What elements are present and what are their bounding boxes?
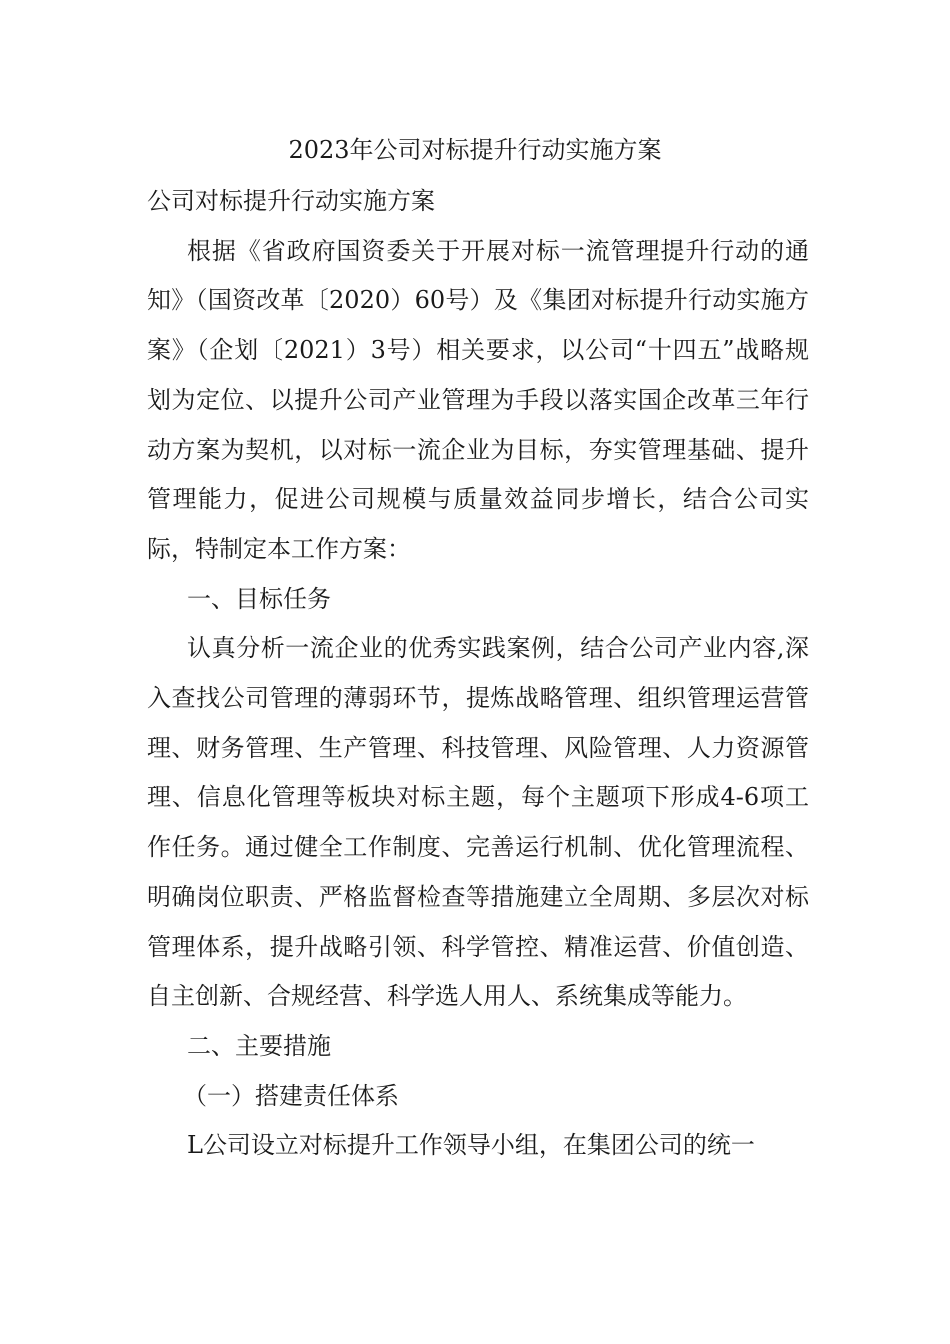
section-1-paragraph: 认真分析一流企业的优秀实践案例，结合公司产业内容,深入查找公司管理的薄弱环节，提炼战略管理、组织管理运营管理、财务管理、生产管理、科技管理、风险管理、人力资源管理、信息化管理等板块对标主题，每个主题项下形成4-6项工作任务。通过健全工作制度、完善运行机制、优化管理流程、明确岗位职责、严格监督检查等措施建立全周期、多层次对标管理体系，提升战略引领、科学管控、精准运营、价值创造、自主创新、合规经营、科学选人用人、系统集成等能力。 xyxy=(147,634,809,1011)
document-body xyxy=(147,177,809,1171)
document-subtitle: 公司对标提升行动实施方案 xyxy=(147,187,435,215)
document-title: 2023年公司对标提升行动实施方案 xyxy=(288,136,662,164)
intro-paragraph: 根据《省政府国资委关于开展对标一流管理提升行动的通知》（国资改革〔2020）60号）及《集团对标提升行动实施方案》（企划〔2021）3号）相关要求，以公司“十四五”战略规划为定位、以提升公司产业管理为手段以落实国企改革三年行动方案为契机，以对标一流企业为目标，夯实管理基础、提升管理能力，促进公司规模与质量效益同步增长，结合公司实际，特制定本工作方案： xyxy=(147,236,809,563)
section-2-heading: 二、主要措施 xyxy=(187,1031,331,1060)
section-1-heading: 一、目标任务 xyxy=(187,584,331,613)
section-2-subheading-1: （一）搭建责任体系 xyxy=(183,1081,399,1110)
section-2-paragraph-1: L公司设立对标提升工作领导小组，在集团公司的统一 xyxy=(187,1131,755,1160)
